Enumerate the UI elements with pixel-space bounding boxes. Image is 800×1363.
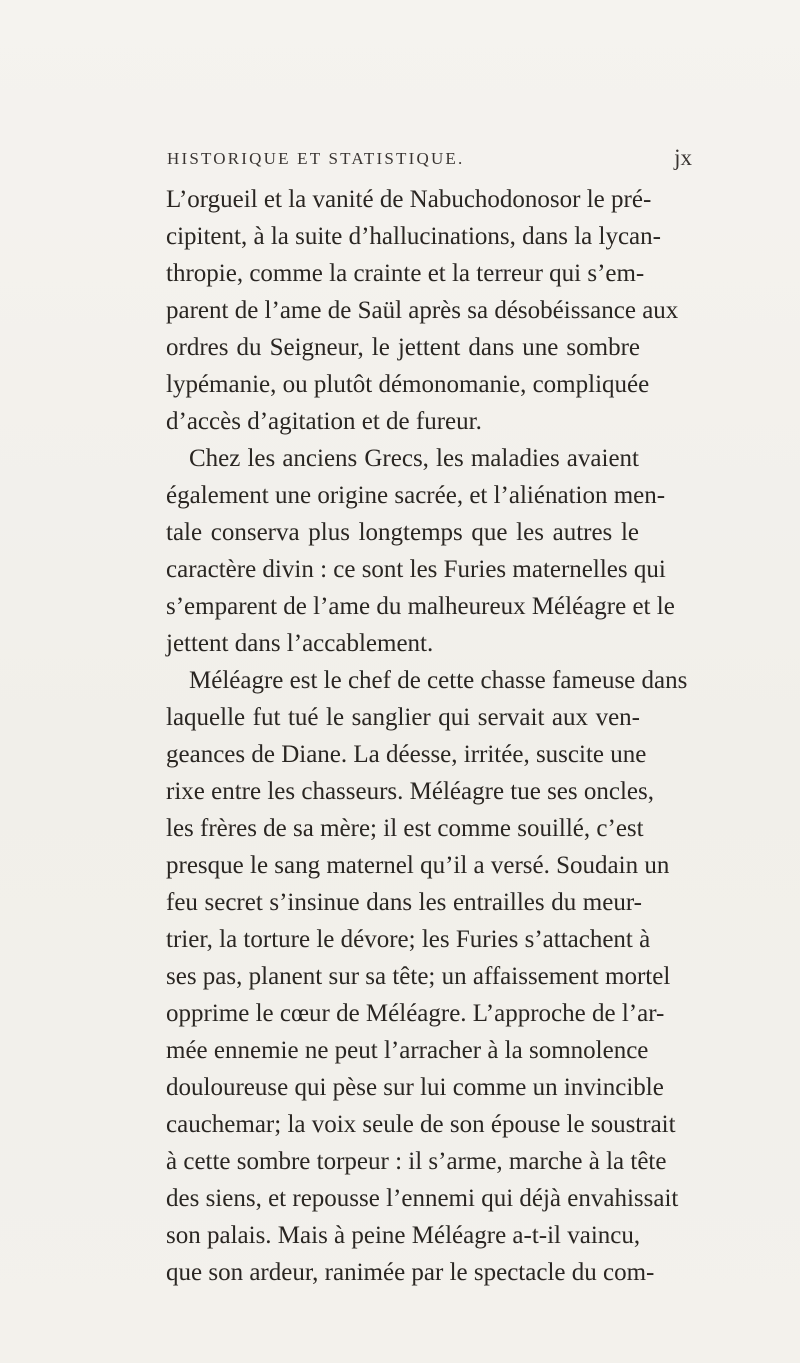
text-line: opprime le cœur de Méléagre. L’approche de l’ar-	[166, 1000, 665, 1027]
text-line: des siens, et repousse l’ennemi qui déjà envahissait	[166, 1185, 679, 1212]
text-line: L’orgueil et la vanité de Nabuchodonosor le pré-	[166, 186, 652, 213]
running-head-title: HISTORIQUE ET STATISTIQUE.	[167, 149, 465, 168]
text-line: que son ardeur, ranimée par le spectacle du com-	[166, 1259, 655, 1286]
text-line: à cette sombre torpeur : il s’arme, marche à la tête	[166, 1148, 667, 1175]
text-line: son palais. Mais à peine Méléagre a-t-il vaincu,	[166, 1222, 641, 1249]
text-line: d’accès d’agitation et de fureur.	[166, 408, 482, 435]
text-line: thropie, comme la crainte et la terreur qui s’em-	[166, 260, 645, 287]
text-line: rixe entre les chasseurs. Méléagre tue ses oncles,	[166, 778, 655, 805]
text-line: trier, la torture le dévore; les Furies s’attachent à	[166, 926, 651, 953]
text-line: lypémanie, ou plutôt démonomanie, compliquée	[166, 371, 650, 398]
text-line: les frères de sa mère; il est comme souillé, c’est	[166, 815, 644, 842]
text-line: ses pas, planent sur sa tête; un affaissement mortel	[166, 963, 671, 990]
text-line: Méléagre est le chef de cette chasse fameuse dans	[189, 667, 688, 694]
text-line: douloureuse qui pèse sur lui comme un invincible	[166, 1074, 664, 1101]
text-line: feu secret s’insinue dans les entrailles du meur-	[166, 889, 642, 916]
text-line: laquelle fut tué le sanglier qui servait aux ven-	[166, 704, 640, 731]
text-line: parent de l’ame de Saül après sa désobéissance aux	[166, 297, 679, 324]
text-line: s’emparent de l’ame du malheureux Méléagre et le	[166, 593, 675, 620]
text-line: cauchemar; la voix seule de son épouse le soustrait	[166, 1111, 676, 1138]
text-line: caractère divin : ce sont les Furies maternelles qui	[166, 556, 666, 583]
text-line: ordres du Seigneur, le jettent dans une sombre	[166, 334, 640, 361]
text-line: Chez les anciens Grecs, les maladies avaient	[189, 445, 639, 472]
text-line: cipitent, à la suite d’hallucinations, dans la lycan-	[166, 223, 661, 250]
text-line: geances de Diane. La déesse, irritée, suscite une	[166, 741, 647, 768]
text-line: presque le sang maternel qu’il a versé. Soudain un	[166, 852, 670, 879]
text-line: mée ennemie ne peut l’arracher à la somnolence	[166, 1037, 649, 1064]
text-line: également une origine sacrée, et l’aliénation men-	[166, 482, 666, 509]
page-number: jx	[674, 145, 692, 170]
text-line: tale conserva plus longtemps que les autres le	[166, 519, 639, 546]
running-head	[167, 145, 692, 179]
text-line: jettent dans l’accablement.	[166, 630, 434, 657]
